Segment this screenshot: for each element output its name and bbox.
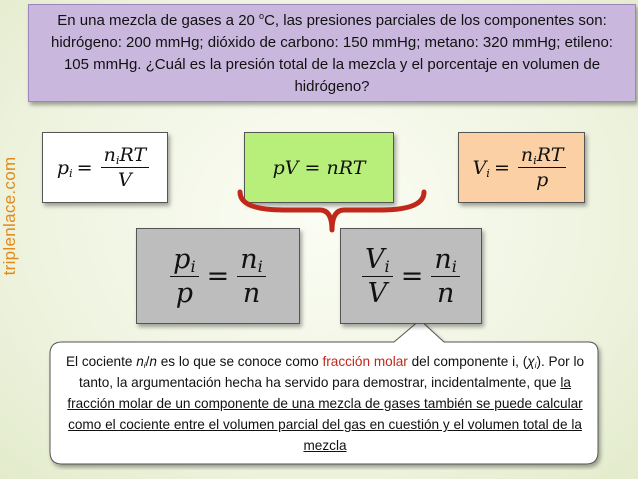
problem-text-part1: En una mezcla de gases a 20 <box>57 12 260 29</box>
degree-symbol: o <box>259 11 265 21</box>
mole-fraction: $\frac{n_i}{n}$ <box>431 243 460 310</box>
partial-pressure-formula <box>42 132 168 203</box>
problem-text-part2: C, las presiones parciales de los componentes son: hidrógeno: 200 mmHg; dióxido de carbono: 150 mmHg; metano: 320 mmHg; etileno: 105 mmHg. ¿Cuál es la presión total de la mezcla y el porcentaje en volumen de hidrógeno? <box>51 12 613 95</box>
underlined-conclusion: la fracción molar de un componente de una mezcla de gases también se puede calcular como el cociente entre el volumen parcial del gas en cuestión y el volumen total de la mezcla <box>67 375 583 453</box>
equals-sign: = <box>400 260 424 292</box>
highlight-term: fracción molar <box>322 354 408 369</box>
mole-fraction: $\frac{n_i}{n}$ <box>237 243 266 310</box>
pi-lhs: $p_i$ <box>56 156 73 180</box>
pi-fraction: $\frac{n_iRT}{V}$ <box>101 143 150 192</box>
vi-fraction: $\frac{n_iRT}{p}$ <box>518 143 567 192</box>
partial-volume-formula <box>458 132 585 203</box>
explanation-callout <box>44 318 606 470</box>
equals-sign: = <box>493 156 510 179</box>
problem-statement <box>28 4 636 102</box>
vi-lhs: $V_i$ <box>472 156 490 180</box>
equals-sign: = <box>206 260 230 292</box>
pressure-ratio-formula <box>136 228 300 324</box>
pressure-fraction: $\frac{p_i}{p}$ <box>170 243 198 310</box>
callout-text: El cociente $n_i/n$ es lo que se conoce como fracción molar del componente i, $(\chi_i)$. Por lo tanto, la argumentación hecha ha servido para demostrar, incidentalmente, que la fracción molar de un componente de una mezcla de gases también se puede calcular como el cociente entre el volumen parcial del gas en cuestión y el volumen total de la mezcla <box>65 354 585 453</box>
equals-sign: = <box>76 156 93 179</box>
ideal-gas-text: pV = nRT <box>272 156 366 179</box>
volume-fraction: $\frac{V_i}{V}$ <box>362 243 393 310</box>
watermark-text: triplenlace.com <box>0 156 19 276</box>
volume-ratio-formula <box>340 228 482 324</box>
